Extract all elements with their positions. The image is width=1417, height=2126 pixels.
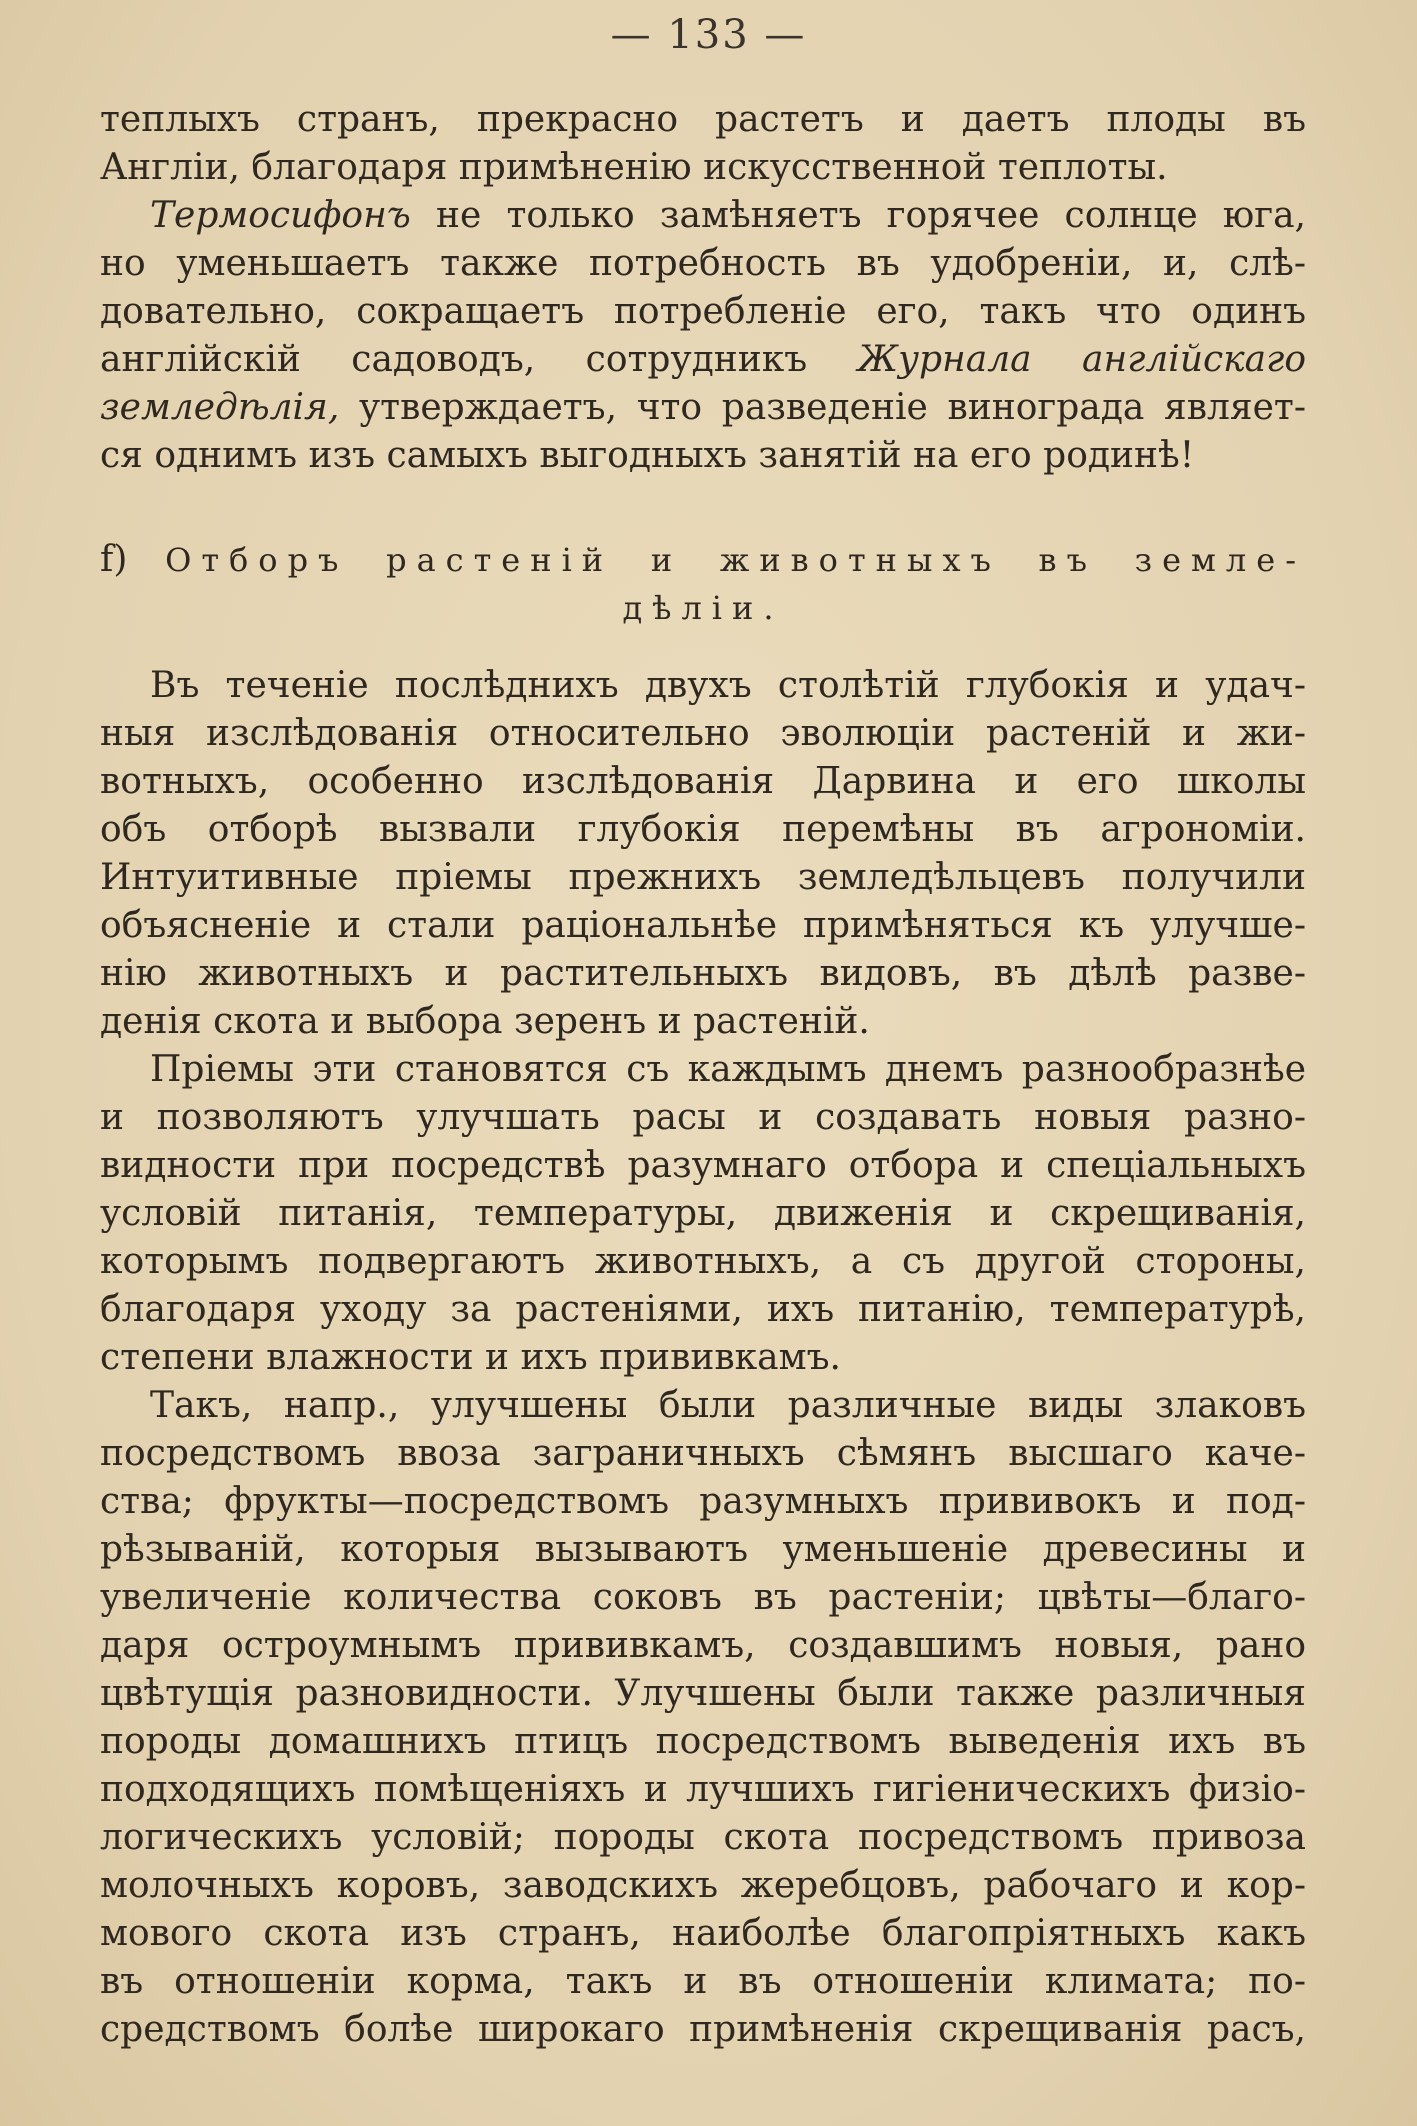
- text-line: объясненіе и стали раціональнѣе примѣняться къ улучше-: [100, 905, 1306, 946]
- text-span: не только замѣняетъ горячее солнце юга,: [435, 195, 1306, 236]
- text-line: цвѣтущія разновидности. Улучшены были также различныя: [100, 1673, 1306, 1714]
- text-line: увеличеніе количества соковъ въ растеніи; цвѣты—благо-: [100, 1577, 1306, 1618]
- text-line: въ отношеніи корма, такъ и въ отношеніи климата; по-: [100, 1961, 1306, 2002]
- text-line: степени влажности и ихъ прививкамъ.: [100, 1337, 841, 1378]
- text-line: Такъ, напр., улучшены были различные виды злаковъ: [150, 1385, 1306, 1426]
- text-line: вотныхъ, особенно изслѣдованія Дарвина и его школы: [100, 761, 1306, 802]
- text-line: Пріемы эти становятся съ каждымъ днемъ разнообразнѣе: [150, 1049, 1306, 1090]
- page-number: — 133 —: [610, 12, 807, 58]
- text-line: ся однимъ изъ самыхъ выгодныхъ занятій на его родинѣ!: [100, 435, 1195, 476]
- text-line: Англіи, благодаря примѣненію искусственной теплоты.: [100, 147, 1168, 188]
- text-line: молочныхъ коровъ, заводскихъ жеребцовъ, рабочаго и кор-: [100, 1865, 1306, 1906]
- section-marker: f): [100, 539, 128, 580]
- text-line: средствомъ болѣе широкаго примѣненія скрещиванія расъ,: [100, 2009, 1306, 2050]
- italic-journal-title: земледѣлія,: [100, 387, 340, 428]
- text-line: [150, 192, 1306, 240]
- italic-term: Термосифонъ: [150, 195, 411, 236]
- text-line: логическихъ условій; породы скота посредствомъ привоза: [100, 1817, 1306, 1858]
- text-line: посредствомъ ввоза заграничныхъ сѣмянъ высшаго каче-: [100, 1433, 1306, 1474]
- text-line: подходящихъ помѣщеніяхъ и лучшихъ гигіеническихъ физіо-: [100, 1769, 1306, 1810]
- text-line: условій питанія, температуры, движенія и скрещиванія,: [100, 1193, 1306, 1234]
- text-line: но уменьшаетъ также потребность въ удобреніи, и, слѣ-: [100, 243, 1306, 284]
- text-line: мового скота изъ странъ, наиболѣе благопріятныхъ какъ: [100, 1913, 1306, 1954]
- text-line: объ отборѣ вызвали глубокія перемѣны въ агрономіи.: [100, 809, 1306, 850]
- text-line: Интуитивные пріемы прежнихъ земледѣльцевъ получили: [100, 857, 1306, 898]
- text-line: теплыхъ странъ, прекрасно растетъ и даетъ плоды въ: [100, 99, 1306, 140]
- text-line: ныя изслѣдованія относительно эволюціи растеній и жи-: [100, 713, 1306, 754]
- section-title: Отборъ растеній и животныхъ въ земле-: [165, 541, 1307, 579]
- text-line: видности при посредствѣ разумнаго отбора и спеціальныхъ: [100, 1145, 1306, 1186]
- text-line: нію животныхъ и растительныхъ видовъ, въ дѣлѣ разве-: [100, 953, 1306, 994]
- text-line: которымъ подвергаютъ животныхъ, а съ другой стороны,: [100, 1241, 1306, 1282]
- text-line: [100, 336, 1306, 384]
- text-line: и позволяютъ улучшать расы и создавать новыя разно-: [100, 1097, 1306, 1138]
- text-line: Въ теченіе послѣднихъ двухъ столѣтій глубокія и удач-: [150, 665, 1306, 706]
- text-line: благодаря уходу за растеніями, ихъ питанію, температурѣ,: [100, 1289, 1306, 1330]
- text-span: утверждаетъ, что разведеніе винограда являет-: [359, 387, 1306, 428]
- text-span: англійскій садоводъ, сотрудникъ: [100, 339, 808, 380]
- section-heading-line: [100, 536, 1306, 584]
- italic-journal-title: Журнала англійскаго: [857, 339, 1306, 380]
- text-line: породы домашнихъ птицъ посредствомъ выведенія ихъ въ: [100, 1721, 1306, 1762]
- text-line: ства; фрукты—посредствомъ разумныхъ прививокъ и под-: [100, 1481, 1306, 1522]
- text-line: даря остроумнымъ прививкамъ, создавшимъ новыя, рано: [100, 1625, 1306, 1666]
- text-line: [100, 384, 1306, 432]
- text-line: денія скота и выбора зеренъ и растеній.: [100, 1001, 870, 1042]
- text-line: рѣзываній, которыя вызываютъ уменьшеніе древесины и: [100, 1529, 1306, 1570]
- section-heading-line: дѣліи.: [622, 589, 784, 627]
- text-line: довательно, сокращаетъ потребленіе его, такъ что одинъ: [100, 291, 1306, 332]
